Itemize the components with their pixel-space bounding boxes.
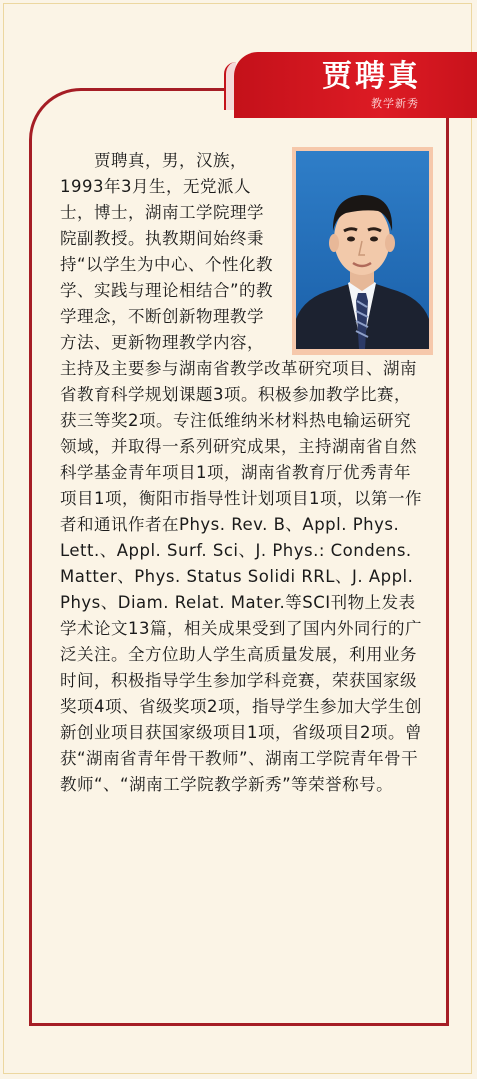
profile-bio — [60, 148, 422, 798]
profile-name: 贾聘真 — [322, 59, 421, 94]
profile-subtitle: 教学新秀 — [371, 97, 419, 110]
profile-bio-text: 贾聘真，男，汉族，1993年3月生，无党派人士，博士，湖南工学院理学院副教授。执教期间始终秉持“以学生为中心、个性化教学、实践与理论相结合”的教学理念，不断创新物理教学方法、更新物理教学内容，主持及主要参与湖南省教学改革研究项目、湖南省教育科学规划课题3项。积极参加教学比赛，获三等奖2项。专注低维纳米材料热电输运研究领域，并取得一系列研究成果，主持湖南省自然科学基金青年项目1项，湖南省教育厅优秀青年项目1项，衡阳市指导性计划项目1项，以第一作者和通讯作者在Phys. Rev. B、Appl. Phys. Lett.、Appl. Surf. Sci、J. Phys.: Condens. Matter、Phys. Status Solidi RRL、J. Appl. Phys、Diam. Relat. Mater.等SCI刊物上发表学术论文13篇，相关成果受到了国内外同行的广泛关注。全方位助人学生高质量发展，利用业务时间，积极指导学生参加学科竞赛，荣获国家级奖项4项、省级奖项2项，指导学生参加大学生创新创业项目获国家级项目1项，省级项目2项。曾获“湖南省青年骨干教师”、湖南工学院青年骨干教师“、“湖南工学院教学新秀”等荣誉称号。 — [60, 151, 422, 794]
photo-spacer — [282, 148, 422, 356]
